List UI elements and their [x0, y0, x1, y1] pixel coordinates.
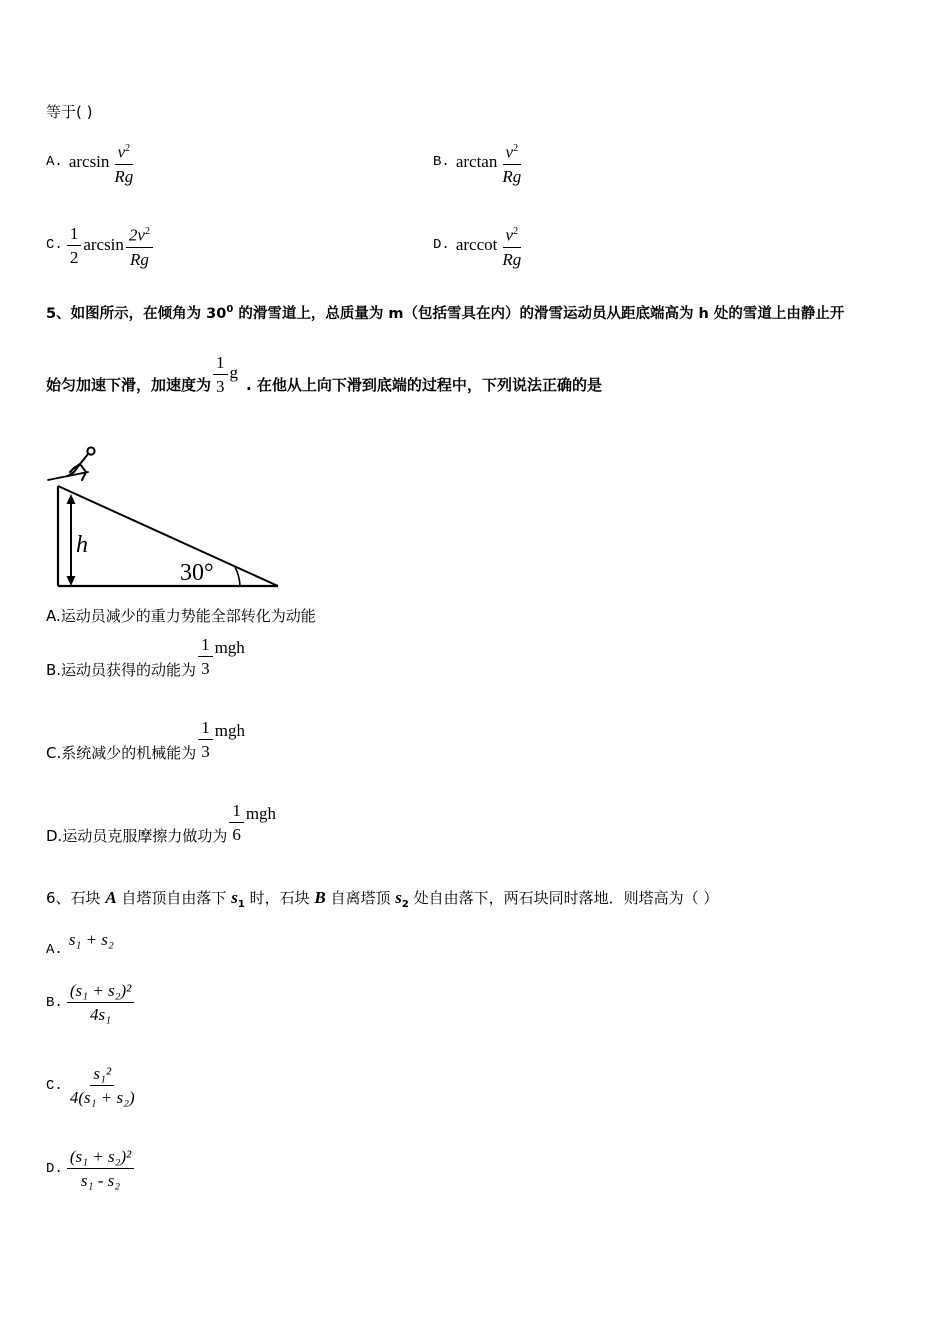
q6-option-c-num: s₁² [90, 1063, 114, 1086]
q5-option-b-unit: mgh [214, 637, 245, 657]
q5-option-d-num: 1 [229, 800, 244, 823]
q4-option-d[interactable]: D. arccot $\frac{v^2}{Rg}$ [433, 221, 526, 270]
q5-option-d-unit: mgh [245, 803, 277, 823]
q4-option-d-label: D. [433, 237, 450, 254]
q4-option-d-den: Rg [502, 249, 522, 269]
q6-option-b-den: 4s₁ [90, 1005, 112, 1024]
q5-option-b[interactable]: B.运动员获得的动能为 $\frac{1}{3}$ mgh [46, 635, 245, 679]
height-label: h [76, 532, 88, 558]
q6-option-b[interactable] [46, 980, 136, 1025]
q4-option-a-fn: arcsin [68, 152, 110, 172]
q5-option-b-num: 1 [198, 634, 213, 657]
q6-option-a-expr: s₁ + s₂ [68, 930, 114, 949]
q4-option-a[interactable]: A. arcsin $\frac{v^2}{Rg}$ [46, 138, 138, 187]
q5-accel-den: 3 [216, 377, 225, 396]
q4-option-d-num: v [505, 225, 514, 245]
q4-option-c[interactable]: C. $\frac{1}{2}$ arcsin $\frac{2v^2}{Rg}$ [46, 221, 155, 270]
incline-slope [58, 486, 278, 586]
q6-stem: 6、石块 A 自塔顶自由落下 $s_1$ 时，石块 B 自离塔顶 $s_2$ 处自由落下，两石块同时落地．则塔高为（ ） [46, 888, 719, 910]
skier-icon [48, 447, 95, 480]
q4-option-c-coef-num: 1 [67, 223, 82, 246]
q4-stem: 等于( ) [46, 103, 93, 121]
q5-option-c-unit: mgh [214, 720, 245, 740]
q4-option-c-coef-den: 2 [69, 247, 79, 267]
q6-option-d-num: (s₁ + s₂)² [67, 1146, 134, 1169]
q5-accel-unit: g [229, 362, 239, 382]
angle-arc [235, 567, 240, 586]
q5-option-d-den: 6 [232, 825, 241, 844]
q6-option-a[interactable] [46, 922, 114, 958]
q5-stem-line1: 5、如图所示，在倾角为 $30^0$ 的滑雪道上，总质量为 m（包括雪具在内）的滑雪运动员从距底端高为 h 处的雪道上由静止开 [46, 304, 845, 322]
q6-option-a-label: A. [46, 942, 63, 958]
q5-option-b-den: 3 [201, 659, 210, 678]
incline-figure [44, 442, 284, 592]
q5-option-c-den: 3 [201, 742, 210, 761]
q4-option-c-fn: arcsin [83, 235, 124, 255]
q6-option-d-label: D. [46, 1160, 63, 1177]
q6-option-d[interactable] [46, 1146, 136, 1191]
q4-option-b-den: Rg [502, 166, 522, 186]
q4-option-b-label: B. [433, 154, 450, 171]
q6-option-c-label: C. [46, 1077, 63, 1094]
q4-option-b-num: v [505, 142, 514, 162]
q6-option-b-num: (s₁ + s₂)² [67, 980, 134, 1003]
q5-option-d[interactable]: D.运动员克服摩擦力做功为 $\frac{1}{6}$ mgh [46, 801, 277, 845]
q5-stem-line2: 始匀加速下滑，加速度为 $\frac{1}{3}$ g . 在他从上向下滑到底端的过程中，下列说法正确的是 [46, 353, 602, 396]
q6-option-c-den: 4(s₁ + s₂) [69, 1088, 135, 1107]
q6-option-c[interactable] [46, 1063, 140, 1108]
q4-option-c-label: C. [46, 237, 63, 254]
q5-option-c[interactable]: C.系统减少的机械能为 $\frac{1}{3}$ mgh [46, 718, 245, 762]
q4-option-b-fn: arctan [455, 152, 498, 172]
q4-option-c-den: Rg [129, 249, 149, 269]
angle-label: 30° [180, 560, 214, 586]
q4-option-a-label: A. [46, 154, 63, 171]
q6-option-b-label: B. [46, 994, 63, 1011]
q4-option-c-num: 2v [128, 225, 145, 245]
q4-option-b[interactable]: B. arctan $\frac{v^2}{Rg}$ [433, 138, 526, 187]
q5-accel-num: 1 [213, 352, 228, 375]
q4-option-a-num: v [117, 142, 126, 162]
q4-option-d-fn: arccot [455, 235, 498, 255]
q5-option-c-num: 1 [198, 717, 213, 740]
q6-option-d-den: s₁ - s₂ [80, 1171, 121, 1190]
q4-option-a-den: Rg [114, 166, 134, 186]
q5-option-a[interactable]: A.运动员减少的重力势能全部转化为动能 [46, 607, 316, 625]
